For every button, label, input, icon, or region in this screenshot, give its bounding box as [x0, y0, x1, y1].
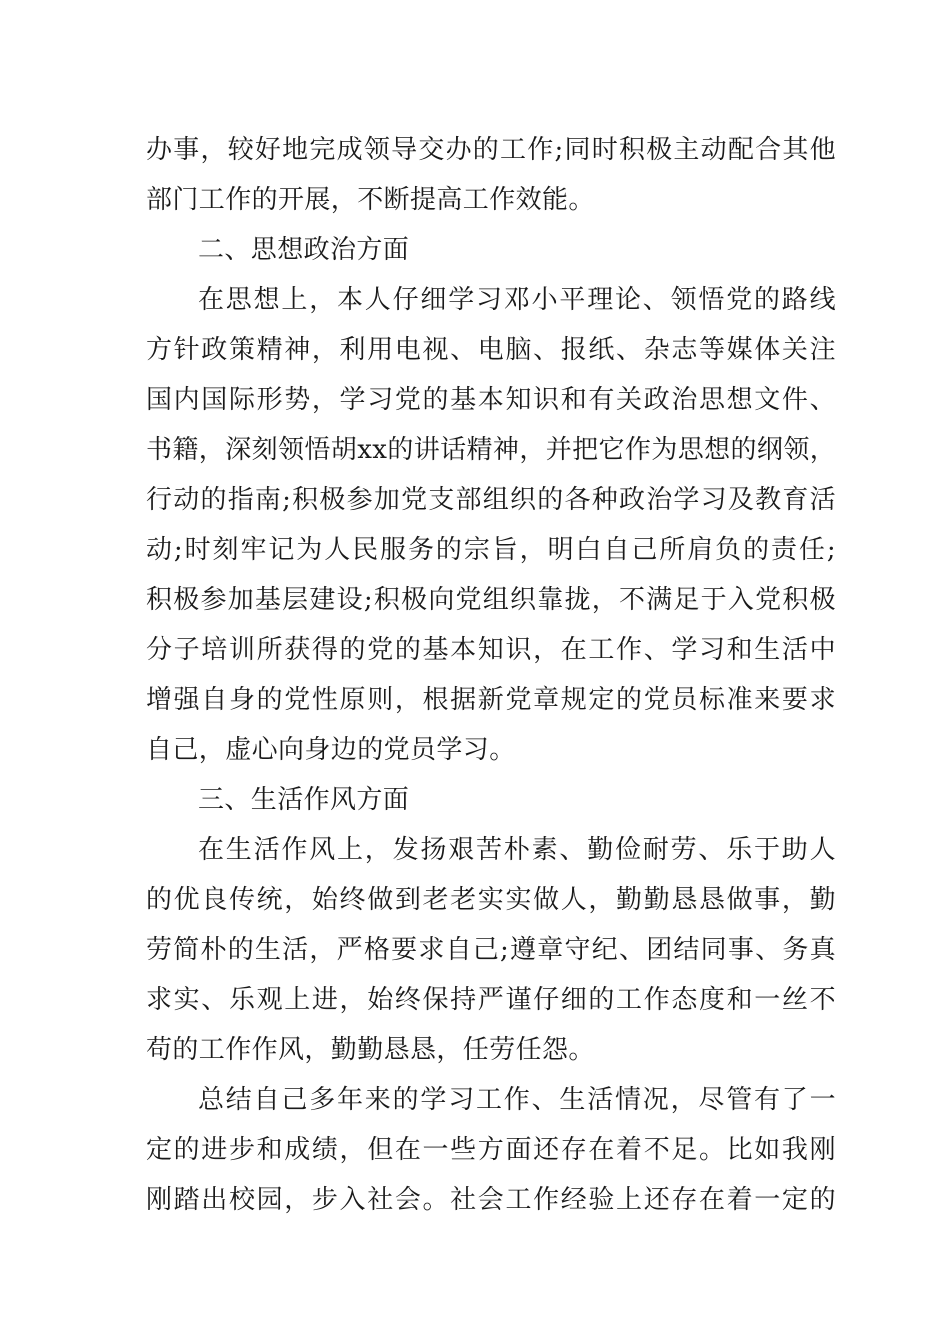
- paragraph-line: 刚踏出校园，步入社会。社会工作经验上还存在着一定的: [146, 1185, 836, 1215]
- paragraph-line: 求实、乐观上进，始终保持严谨仔细的工作态度和一丝不: [146, 985, 836, 1015]
- paragraph-line: 书籍，深刻领悟胡xx的讲话精神，并把它作为思想的纲领，: [146, 435, 837, 465]
- paragraph-line: 动;时刻牢记为人民服务的宗旨，明白自己所肩负的责任;: [146, 535, 836, 565]
- paragraph-line: 积极参加基层建设;积极向党组织靠拢，不满足于入党积极: [146, 585, 836, 615]
- section-heading: 二、思想政治方面: [198, 235, 410, 265]
- paragraph-line: 在生活作风上，发扬艰苦朴素、勤俭耐劳、乐于助人: [198, 835, 836, 865]
- paragraph-line: 定的进步和成绩，但在一些方面还存在着不足。比如我刚: [146, 1135, 836, 1165]
- paragraph-line: 苟的工作作风，勤勤恳恳，任劳任怨。: [146, 1035, 595, 1065]
- paragraph-line: 国内国际形势，学习党的基本知识和有关政治思想文件、: [146, 385, 836, 415]
- paragraph-line: 方针政策精神，利用电视、电脑、报纸、杂志等媒体关注: [146, 335, 836, 365]
- paragraph-line: 劳简朴的生活，严格要求自己;遵章守纪、团结同事、务真: [146, 935, 836, 965]
- paragraph-line: 分子培训所获得的党的基本知识，在工作、学习和生活中: [146, 635, 836, 665]
- paragraph-line: 总结自己多年来的学习工作、生活情况，尽管有了一: [198, 1085, 836, 1115]
- paragraph-line: 的优良传统，始终做到老老实实做人，勤勤恳恳做事，勤: [146, 885, 836, 915]
- paragraph-line: 行动的指南;积极参加党支部组织的各种政治学习及教育活: [146, 485, 836, 515]
- paragraph-line: 办事，较好地完成领导交办的工作;同时积极主动配合其他: [146, 135, 836, 165]
- paragraph-line: 在思想上，本人仔细学习邓小平理论、领悟党的路线: [198, 285, 836, 315]
- paragraph-line: 自己，虚心向身边的党员学习。: [146, 735, 516, 765]
- paragraph-line: 增强自身的党性原则，根据新党章规定的党员标准来要求: [146, 685, 836, 715]
- section-heading: 三、生活作风方面: [198, 785, 410, 815]
- paragraph-line: 部门工作的开展，不断提高工作效能。: [146, 185, 595, 215]
